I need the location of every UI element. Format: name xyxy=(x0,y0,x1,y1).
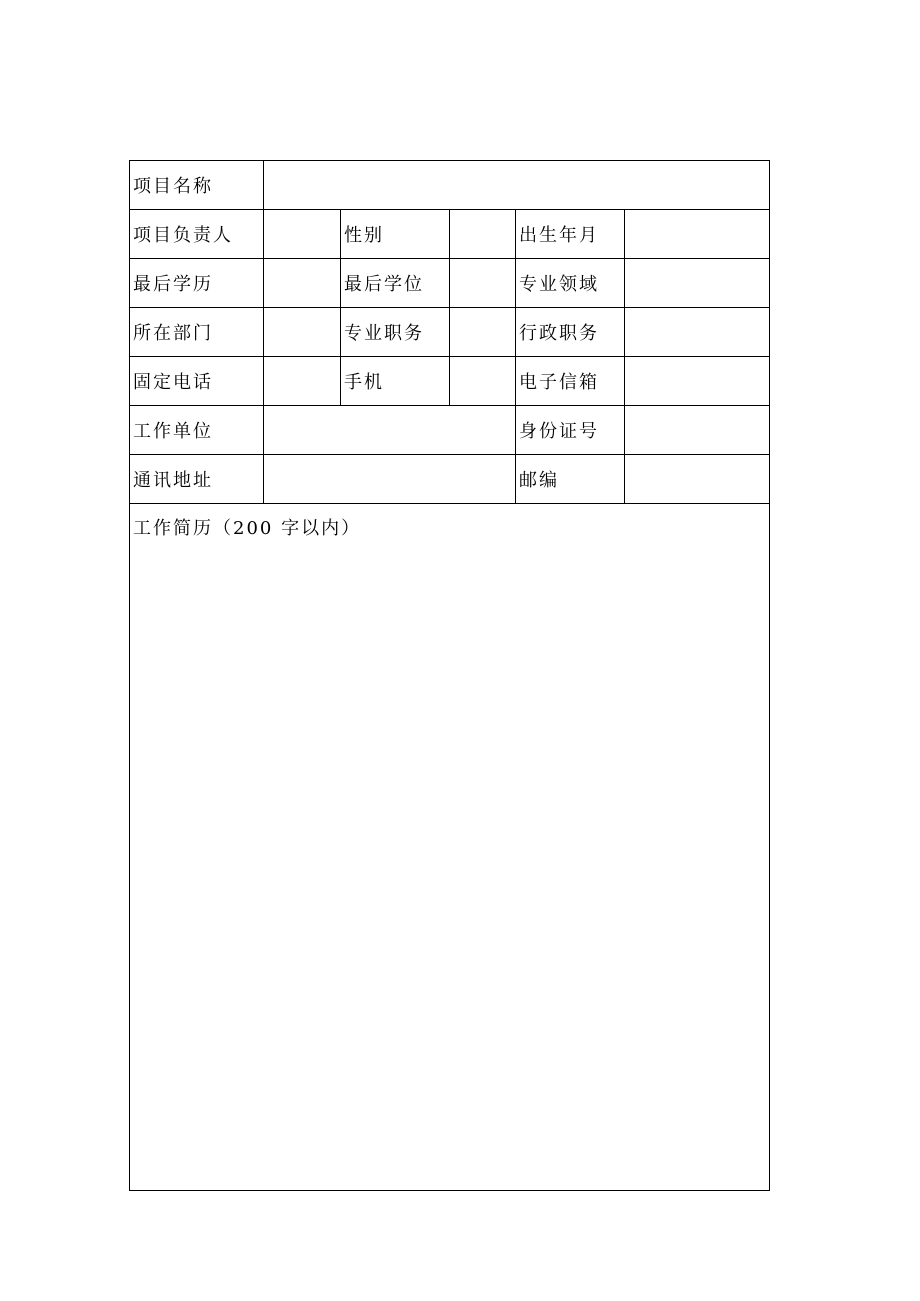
mobile-label: 手机 xyxy=(341,357,450,406)
project-lead-label: 项目负责人 xyxy=(130,210,264,259)
resume-section[interactable] xyxy=(130,504,770,1191)
project-name-field[interactable] xyxy=(264,161,770,210)
id-label: 身份证号 xyxy=(516,406,625,455)
gender-label: 性别 xyxy=(341,210,450,259)
form-row-employer xyxy=(130,406,770,455)
address-field[interactable] xyxy=(264,455,516,504)
degree-field[interactable] xyxy=(450,259,516,308)
phone-label: 固定电话 xyxy=(130,357,264,406)
field-field[interactable] xyxy=(625,259,770,308)
postcode-label: 邮编 xyxy=(516,455,625,504)
phone-field[interactable] xyxy=(264,357,341,406)
project-lead-field[interactable] xyxy=(264,210,341,259)
gender-field[interactable] xyxy=(450,210,516,259)
form-row-resume xyxy=(130,504,770,1191)
form-row-phone xyxy=(130,357,770,406)
education-field[interactable] xyxy=(264,259,341,308)
postcode-field[interactable] xyxy=(625,455,770,504)
email-field[interactable] xyxy=(625,357,770,406)
mobile-field[interactable] xyxy=(450,357,516,406)
id-field[interactable] xyxy=(625,406,770,455)
form-row-address xyxy=(130,455,770,504)
project-name-label: 项目名称 xyxy=(130,161,264,210)
application-form-table xyxy=(129,160,770,1191)
form-row-project-name xyxy=(130,161,770,210)
address-label: 通讯地址 xyxy=(130,455,264,504)
employer-label: 工作单位 xyxy=(130,406,264,455)
degree-label: 最后学位 xyxy=(341,259,450,308)
resume-label: 工作简历（200 字以内） xyxy=(133,518,362,539)
admin-post-label: 行政职务 xyxy=(516,308,625,357)
department-label: 所在部门 xyxy=(130,308,264,357)
title-label: 专业职务 xyxy=(341,308,450,357)
education-label: 最后学历 xyxy=(130,259,264,308)
form-row-education xyxy=(130,259,770,308)
email-label: 电子信箱 xyxy=(516,357,625,406)
birth-label: 出生年月 xyxy=(516,210,625,259)
form-row-project-lead xyxy=(130,210,770,259)
field-label: 专业领域 xyxy=(516,259,625,308)
form-row-department xyxy=(130,308,770,357)
birth-field[interactable] xyxy=(625,210,770,259)
admin-post-field[interactable] xyxy=(625,308,770,357)
title-field[interactable] xyxy=(450,308,516,357)
department-field[interactable] xyxy=(264,308,341,357)
employer-field[interactable] xyxy=(264,406,516,455)
